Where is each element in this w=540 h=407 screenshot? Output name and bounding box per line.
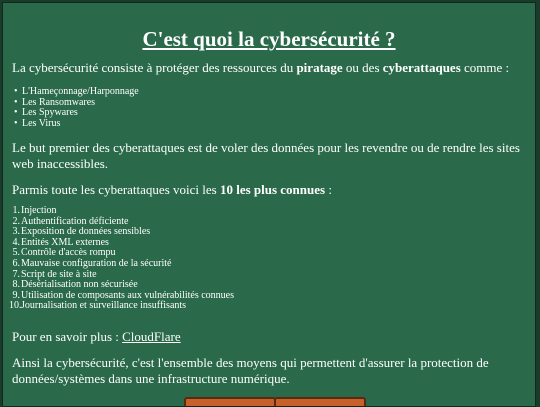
conclusion-paragraph: Ainsi la cybersécurité, c'est l'ensemble des moyens qui permettent d'assurer la protection de données/systèmes dans une infrastructure numérique. <box>12 355 489 386</box>
attack-item: 2. Authentification déficiente <box>12 215 129 227</box>
attack-item-label: Désérialisation non sécurisée <box>21 279 138 291</box>
attack-item-label: Exposition de données sensibles <box>21 226 151 238</box>
attack-item: 7. Script de site à site <box>12 268 97 280</box>
more-info <box>12 329 525 345</box>
attack-item-label: Authentification déficiente <box>21 215 129 227</box>
attack-item: 3. Exposition de données sensibles <box>12 226 151 238</box>
attack-item-label: Utilisation de composants aux vulnérabilités connues <box>21 289 235 301</box>
cloudflare-link[interactable]: CloudFlare <box>122 329 181 344</box>
intro-text-end: comme : <box>460 60 510 75</box>
attack-item-label: Contrôle d'accès rompu <box>21 247 116 259</box>
intro-text-middle: ou des <box>342 60 383 75</box>
intro-text-start: La cybersécurité consiste à protéger des ressources du <box>12 60 297 75</box>
threat-item: • L'Hameçonnage/Harponnage <box>12 87 139 98</box>
attack-item: 10. Journalisation et surveillance insuffisants <box>9 300 187 312</box>
attack-item: 4. Entités XML externes <box>12 236 109 248</box>
purpose-paragraph: Le but premier des cyberattaques est de voler des données pour les revendre ou de rendre les sites web inaccessibles. <box>12 140 520 171</box>
more-info-label: Pour en savoir plus : <box>12 329 123 344</box>
intro-bold-cyberattaques: cyberattaques <box>382 60 461 75</box>
attack-item: 6. Mauvaise configuration de la sécurité <box>12 257 172 269</box>
threat-item: • Les Ransomwares <box>12 98 139 109</box>
top10-list <box>9 205 235 312</box>
attack-item-label: Mauvaise configuration de la sécurité <box>21 257 172 269</box>
intro-bold-piratage: piratage <box>296 60 343 75</box>
top10-intro-end: : <box>325 182 332 197</box>
page-title: C'est quoi la cybersécurité ? <box>142 27 396 51</box>
attack-item: 8. Désérialisation non sécurisée <box>12 279 138 291</box>
nav-button-left[interactable] <box>184 397 276 407</box>
intro-paragraph <box>12 60 525 76</box>
top10-intro <box>12 182 525 198</box>
attack-item-label: Entités XML externes <box>21 236 109 248</box>
attack-item: 9. Utilisation de composants aux vulnérabilités connues <box>12 289 235 301</box>
attack-item-label: Injection <box>21 205 57 216</box>
top10-intro-start: Parmis toute les cyberattaques voici les <box>12 182 220 197</box>
attack-item-label: Script de site à site <box>21 268 97 280</box>
attack-item: 5. Contrôle d'accès rompu <box>12 247 116 259</box>
threat-item: • Les Spywares <box>12 108 139 119</box>
top10-intro-bold: 10 les plus connues <box>219 182 326 197</box>
attack-item-label: Journalisation et surveillance insuffisants <box>21 300 187 312</box>
threat-list <box>12 87 139 129</box>
threat-item: • Les Virus <box>12 119 139 130</box>
nav-button-right[interactable] <box>274 397 366 407</box>
content-panel <box>2 2 536 407</box>
attack-item: 1. Injection <box>12 205 57 216</box>
